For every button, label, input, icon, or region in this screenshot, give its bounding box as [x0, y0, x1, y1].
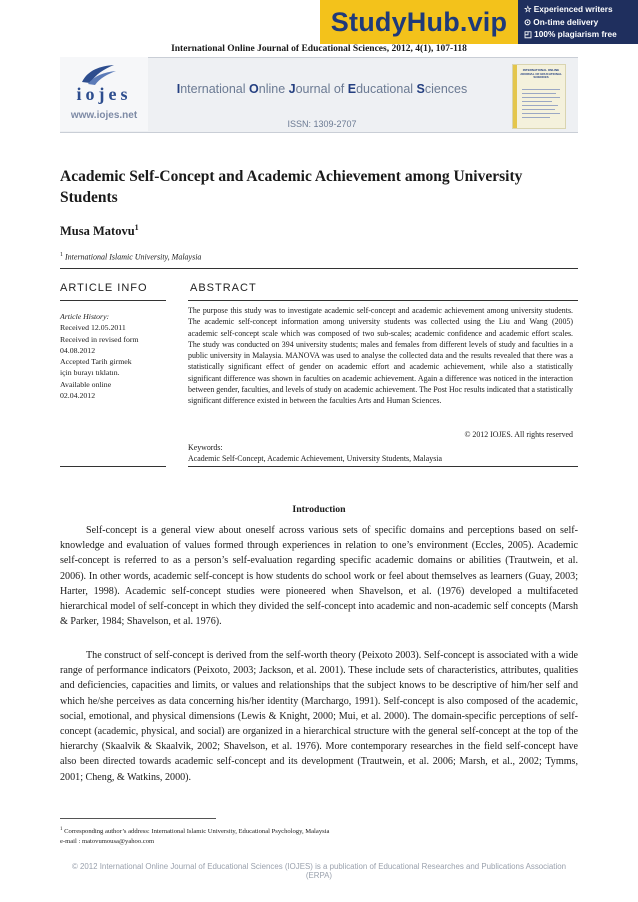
page-footer: © 2012 International Online Journal of Educational Sciences (IOJES) is a publication of Educational Researches and Publications Association (ERPA) [71, 862, 566, 880]
journal-url[interactable]: www.iojes.net [70, 110, 138, 121]
iojes-swoosh-icon [78, 62, 118, 86]
footnote-divider [60, 818, 216, 819]
keywords: Academic Self-Concept, Academic Achievement, University Students, Malaysia [188, 454, 442, 463]
running-head: International Online Journal of Educational Sciences, 2012, 4(1), 107-118 [171, 44, 467, 54]
feature-on-time-delivery: ⊙ On-time delivery [524, 16, 599, 27]
article-title: Academic Self-Concept and Academic Achievement among University Students [60, 168, 523, 206]
introduction-paragraph-2: The construct of self-concept is derived from the self-worth theory (Peixoto 2003). Self-concept is associated with a wide range of performance indicators (Peixoto, 2003; Jackson, et al. 2001). These include sets of characteristics, attributes, qualities and deficiencies, capacities and limits, or values and relationships that the subject knows to be descriptive of him/her self and which he/she perceives as data concerning his/her identity (Marchargo, 1991). Self-concept is also composed of the academic, social, emotional, and physical dimensions (Lewis & Knight, 2000; Mui, et al. 2000). The domain-specific perceptions of self-concept (academic, physical, and social) are organized in a hierarchical structure with the general self-concept at the top of the hierarchy (Skaalvik & Skaalvik, 2002; Shavelson, et al. 1976). More contemporary researches in the field self-concept have also been directed towards academic self-concept and its development (Trautwein, et al. 2006; Marsh, et al., 2002; Tymms, 2001; Cheng, & Watkins, 2000). [60, 650, 578, 783]
issn: ISSN: 1309-2707 [287, 119, 357, 129]
article-history: Article History: Received 12.05.2011 Received in revised form 04.08.2012 Accepted Tarih girmek için burayı tıklatın. Available online 02.04.2012 [60, 312, 139, 401]
author-name: Musa Matovu$^1$ [60, 223, 139, 239]
copyright-notice: © 2012 IOJES. All rights reserved [464, 430, 573, 439]
studyhub-logo[interactable]: StudyHub.vip [330, 6, 508, 37]
author-affiliation: $^1$ International Islamic University, Malaysia [60, 252, 202, 262]
introduction-paragraph-1: Self-concept is a general view about oneself across various sets of specific domains and perceptions based on self-knowledge and evaluation of values formed through experiences in relation to one’s environment (Eccles, 2005). Academic self-concept is referred to as a person’s self-evaluation regarding specific academic domains or abilities (Trautwein, et al. 2006). In other words, academic self-concept is how students do school work or feel about themselves as learners (Guay, 2003; Harter, 1998). Academic self-concept studies were pioneered when Shavelson, et al. (1976) developed a multifaceted hierarchical model of self-concept in which they divided the self-concept into academic and non-academic self concepts (Marsh & Parker, 1984; Shavelson, et al. 1976). [60, 525, 578, 628]
feature-experienced-writers: ☆ Experienced writers [524, 4, 613, 14]
journal-title: International Online Journal of Educational Sciences [176, 82, 468, 96]
divider [188, 466, 578, 467]
divider [188, 300, 578, 301]
studyhub-logo-area[interactable] [320, 0, 518, 44]
abstract-heading: ABSTRACT [190, 282, 257, 294]
studyhub-features [518, 0, 638, 44]
journal-cover-thumbnail [512, 64, 566, 129]
studyhub-banner[interactable] [320, 0, 638, 44]
cover-title: INTERNATIONAL ONLINE JOURNAL OF EDUCATIONAL SCIENCES [520, 68, 562, 80]
abstract-text: The purpose this study was to investigate academic self-concept and academic achievement among university students. The academic self-concept information among university students was collected using the Liu and Wang (2005) academic self-concept scale which was composed of two sub-scales; academic confidence and academic effort scales. The study was conducted on 394 university students; males and females from different levels of study and faculties in a public university in Malaysia. MANOVA was used to analyse the collected data and the results revealed that there was a statistically significant effect of gender on academic effort and academic achievement, while also a statistically significant difference was shown in faculties on academic achievement. Again a difference was noticed in the interaction between gender, faculties, and levels of study on academic achievement. The Post Hoc results indicated that a statistically significant difference existed in between the faculties Arts and Human Sciences. [188, 306, 573, 406]
divider [60, 300, 166, 301]
introduction-heading: Introduction [292, 504, 346, 515]
feature-plagiarism-free: ◰ 100% plagiarism free [524, 29, 617, 40]
divider [60, 466, 166, 467]
iojes-logo: iojes [76, 84, 132, 104]
author-email: e-mail : matovumousa@yahoo.com [60, 838, 155, 846]
keywords-label: Keywords: [188, 443, 223, 452]
divider [60, 268, 578, 269]
article-info-heading: ARTICLE INFO [60, 282, 148, 294]
footnote: $^1$ Corresponding author’s address: International Islamic University, Educational Psychology, Malaysia e-mail : matovumousa@yahoo.com [60, 827, 330, 846]
